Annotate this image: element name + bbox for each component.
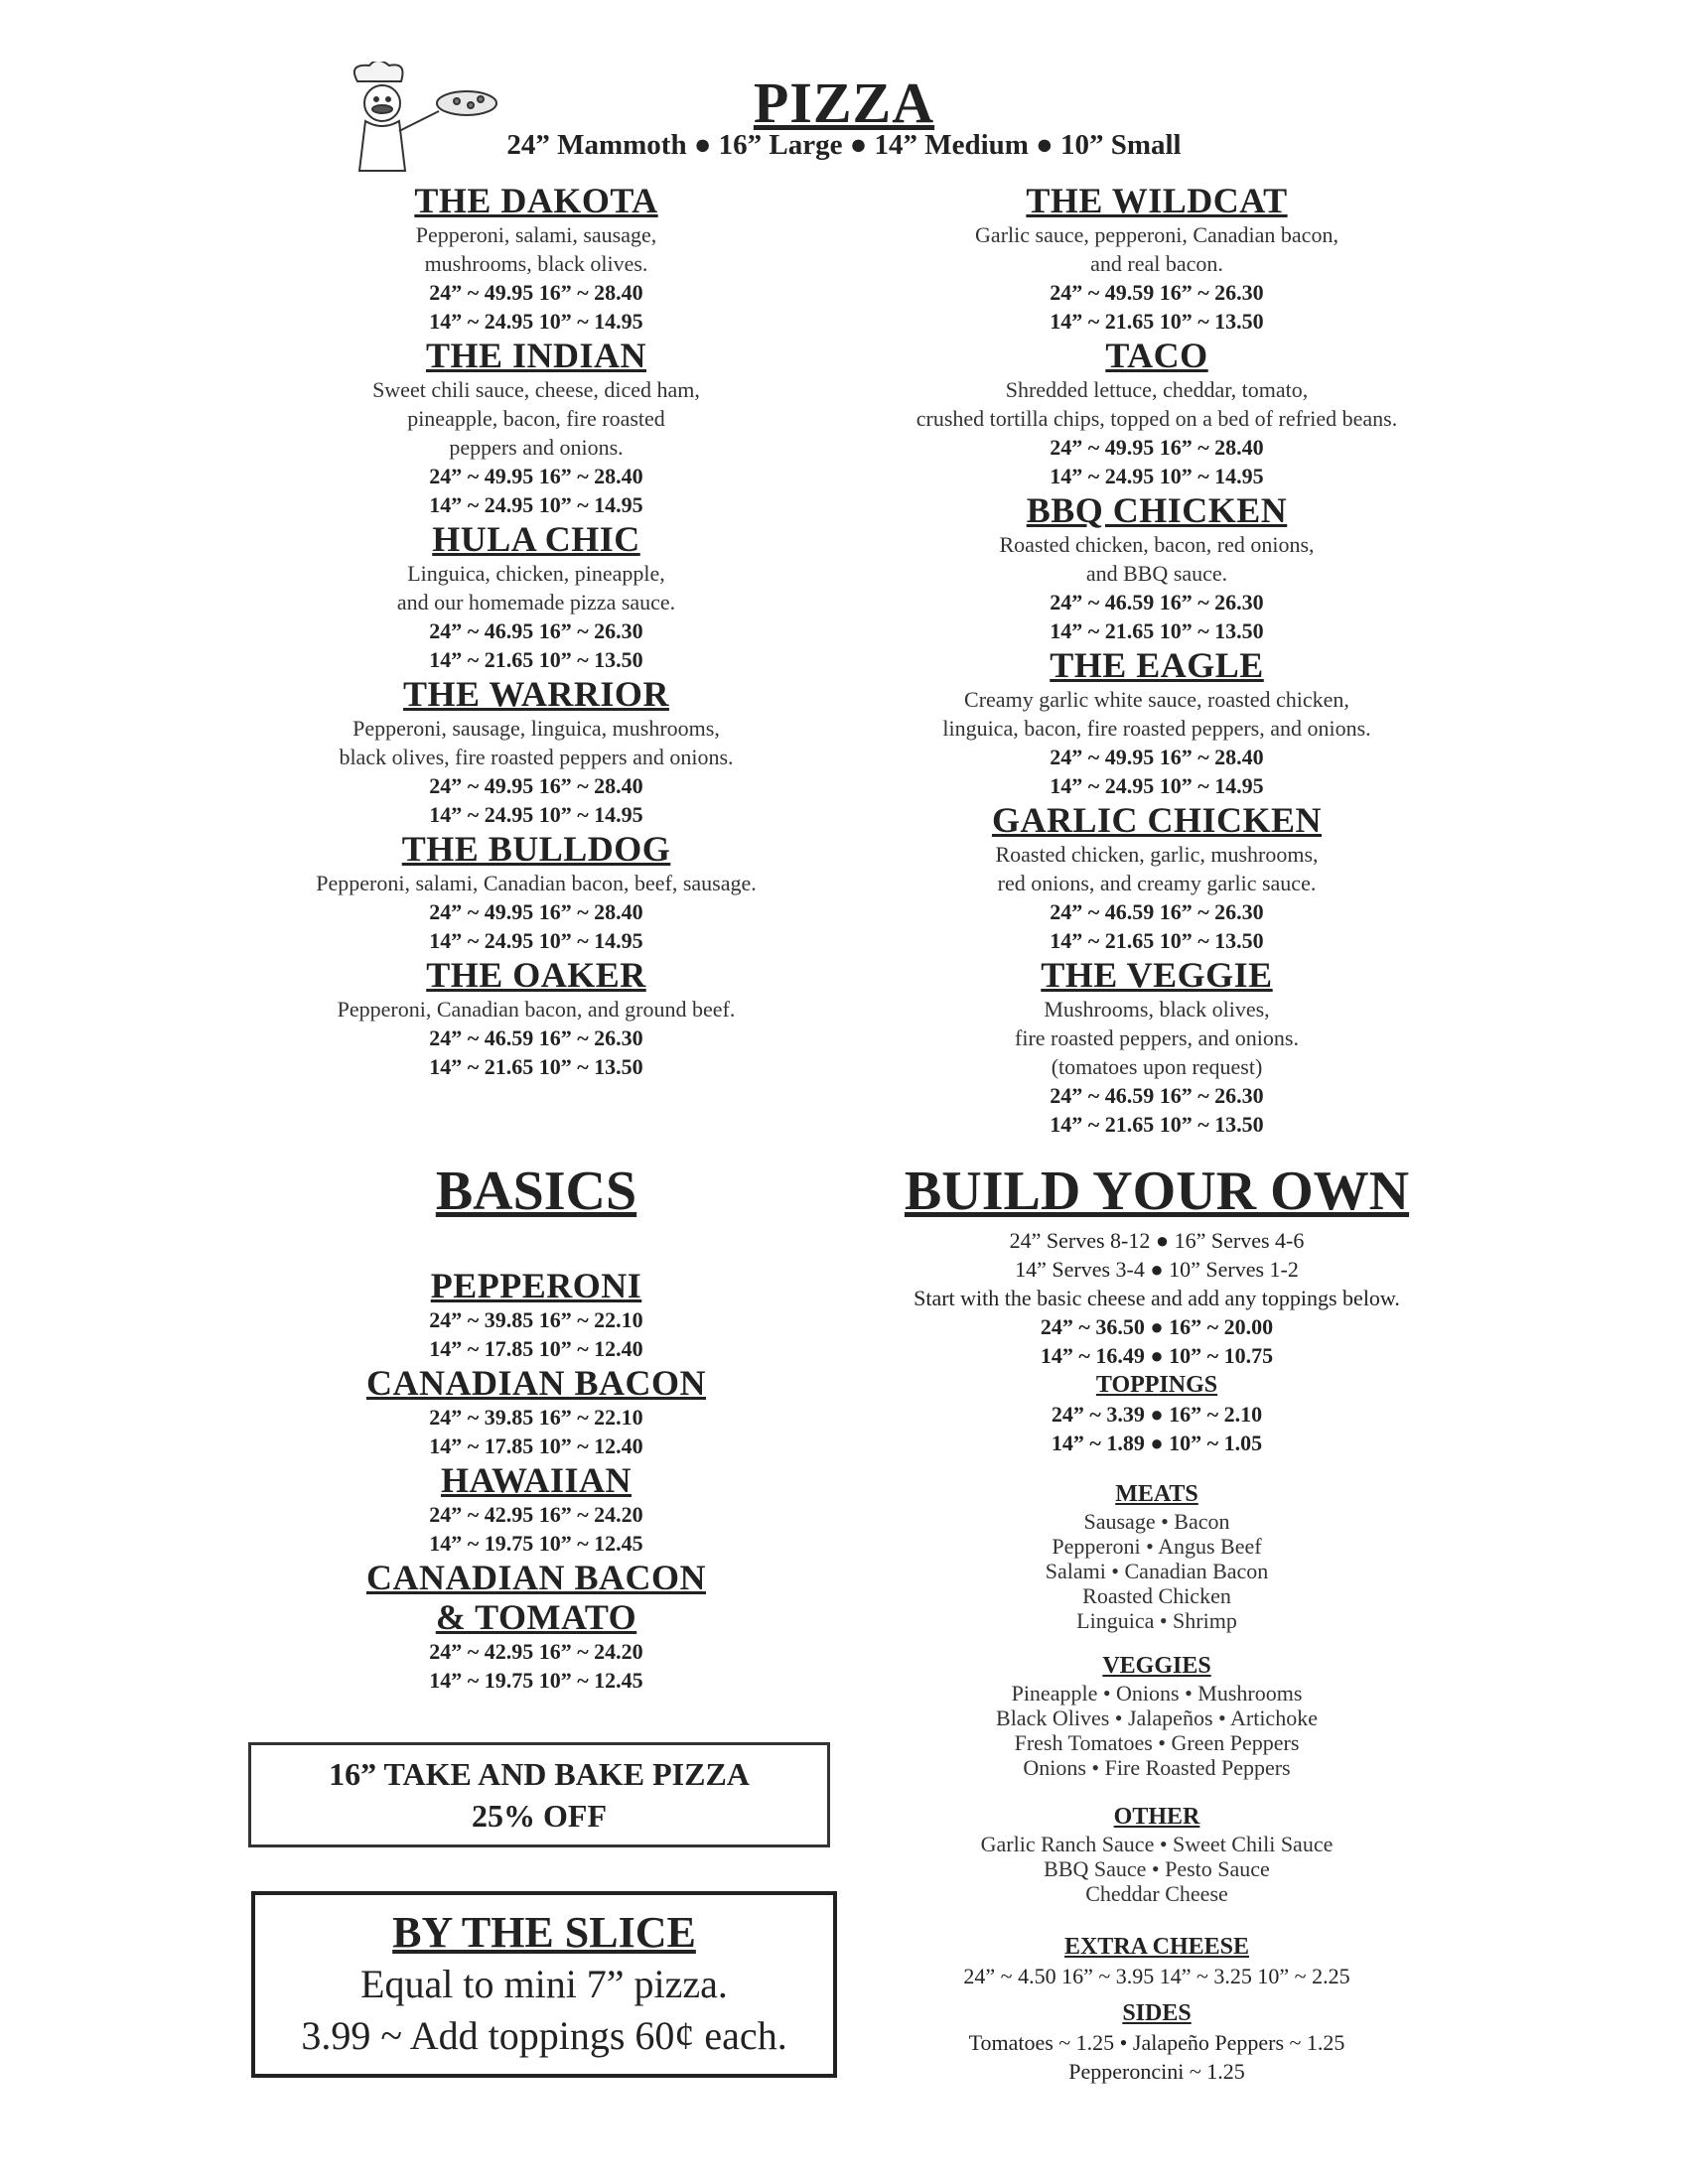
item-price: 14” ~ 21.65 10” ~ 13.50: [1050, 618, 1264, 643]
take-and-bake-box: [248, 1742, 830, 1847]
other-line: Garlic Ranch Sauce • Sweet Chili Sauce: [980, 1832, 1334, 1856]
basics-item-pepperoni: [258, 1266, 814, 1363]
item-desc: (tomatoes upon request): [1051, 1054, 1263, 1079]
item-name: CANADIAN BACON: [365, 1363, 706, 1403]
item-price: 24” ~ 39.85 16” ~ 22.10: [429, 1307, 643, 1332]
item-price: 14” ~ 24.95 10” ~ 14.95: [429, 309, 643, 334]
byo-price-line2: 14” ~ 16.49 ● 10” ~ 10.75: [1040, 1343, 1274, 1368]
meats-line: Sausage • Bacon: [1083, 1509, 1230, 1534]
take-and-bake-line2: 25% OFF: [472, 1798, 607, 1834]
left-menu-column: [238, 181, 834, 1081]
item-desc: and real bacon.: [1090, 251, 1223, 276]
item-price: 24” ~ 49.95 16” ~ 28.40: [1050, 435, 1264, 460]
menu-item-warrior: [238, 674, 834, 829]
menu-item-bbq-chicken: [849, 490, 1465, 645]
take-and-bake-line1: 16” TAKE AND BAKE PIZZA: [329, 1756, 750, 1792]
item-desc: Pepperoni, Canadian bacon, and ground beef.: [337, 997, 736, 1022]
meats-heading: MEATS: [1115, 1481, 1198, 1507]
item-desc: Shredded lettuce, cheddar, tomato,: [1005, 377, 1309, 402]
by-the-slice-title: BY THE SLICE: [392, 1908, 696, 1957]
menu-item-dakota: [238, 181, 834, 336]
item-desc: linguica, bacon, fire roasted peppers, and onions.: [942, 716, 1371, 741]
item-desc: Sweet chili sauce, cheese, diced ham,: [372, 377, 700, 402]
byo-intro: Start with the basic cheese and add any toppings below.: [914, 1286, 1400, 1310]
item-name: THE DAKOTA: [414, 181, 658, 220]
item-price: 14” ~ 24.95 10” ~ 14.95: [429, 928, 643, 953]
item-name: THE WILDCAT: [1026, 181, 1288, 220]
veggies-line: Black Olives • Jalapeños • Artichoke: [996, 1706, 1318, 1730]
item-price: 24” ~ 42.95 16” ~ 24.20: [429, 1502, 643, 1527]
basics-item-hawaiian: [258, 1460, 814, 1558]
by-the-slice-line2: 3.99 ~ Add toppings 60¢ each.: [301, 2013, 787, 2058]
basics-item-canadian-bacon: [258, 1363, 814, 1460]
meats-line: Roasted Chicken: [1082, 1583, 1231, 1608]
item-price: 24” ~ 49.95 16” ~ 28.40: [429, 464, 643, 488]
item-price: 24” ~ 49.95 16” ~ 28.40: [429, 773, 643, 798]
menu-item-oaker: [238, 955, 834, 1081]
item-name: BBQ CHICKEN: [1026, 490, 1288, 530]
toppings-price-line2: 14” ~ 1.89 ● 10” ~ 1.05: [1051, 1431, 1263, 1455]
basics-title: BASICS: [435, 1160, 637, 1222]
item-price: 24” ~ 42.95 16” ~ 24.20: [429, 1639, 643, 1664]
item-price: 14” ~ 19.75 10” ~ 12.45: [429, 1531, 643, 1556]
item-price: 14” ~ 17.85 10” ~ 12.40: [429, 1336, 643, 1361]
item-price: 14” ~ 24.95 10” ~ 14.95: [429, 802, 643, 827]
item-desc: crushed tortilla chips, topped on a bed of refried beans.: [915, 406, 1398, 431]
item-name: THE BULLDOG: [401, 829, 671, 869]
item-name: PEPPERONI: [430, 1266, 642, 1305]
item-name: THE VEGGIE: [1041, 955, 1273, 995]
item-price: 24” ~ 46.59 16” ~ 26.30: [429, 1025, 643, 1050]
item-price: 14” ~ 24.95 10” ~ 14.95: [429, 492, 643, 517]
item-price: 24” ~ 46.59 16” ~ 26.30: [1050, 1083, 1264, 1108]
item-desc: red onions, and creamy garlic sauce.: [997, 871, 1317, 895]
menu-item-hula-chic: [238, 519, 834, 674]
item-desc: Roasted chicken, garlic, mushrooms,: [995, 842, 1319, 867]
item-price: 14” ~ 21.65 10” ~ 13.50: [429, 647, 643, 672]
item-price: 14” ~ 24.95 10” ~ 14.95: [1050, 464, 1264, 488]
item-desc: Pepperoni, sausage, linguica, mushrooms,: [352, 716, 720, 741]
meats-line: Pepperoni • Angus Beef: [1052, 1534, 1262, 1559]
basics-item-canadian-bacon-tomato: [258, 1558, 814, 1695]
item-name: THE OAKER: [426, 955, 646, 995]
by-the-slice-box: [251, 1891, 837, 2078]
menu-item-veggie: [849, 955, 1465, 1139]
meats-line: Linguica • Shrimp: [1076, 1608, 1237, 1633]
byo-serves-line2: 14” Serves 3-4 ● 10” Serves 1-2: [1015, 1257, 1299, 1282]
toppings-heading: TOPPINGS: [1095, 1372, 1218, 1398]
sides-heading: SIDES: [1122, 2000, 1192, 2026]
item-name: CANADIAN BACON: [365, 1558, 706, 1597]
item-desc: Roasted chicken, bacon, red onions,: [999, 532, 1315, 557]
page-title: PIZZA: [753, 70, 935, 135]
veggies-line: Fresh Tomatoes • Green Peppers: [1014, 1730, 1300, 1755]
item-desc: Garlic sauce, pepperoni, Canadian bacon,: [975, 222, 1338, 247]
extra-cheese-prices: 24” ~ 4.50 16” ~ 3.95 14” ~ 3.25 10” ~ 2.25: [963, 1964, 1350, 1988]
item-desc: mushrooms, black olives.: [424, 251, 648, 276]
item-name: THE EAGLE: [1050, 645, 1264, 685]
item-name-line2: & TOMATO: [435, 1597, 637, 1637]
by-the-slice-line1: Equal to mini 7” pizza.: [360, 1962, 728, 2006]
item-name: HULA CHIC: [432, 519, 640, 559]
item-desc: Pepperoni, salami, sausage,: [415, 222, 657, 247]
other-line: Cheddar Cheese: [1085, 1881, 1228, 1906]
build-your-own-section: [849, 1157, 1465, 2086]
menu-item-wildcat: [849, 181, 1465, 336]
item-name: TACO: [1105, 336, 1208, 375]
item-desc: Mushrooms, black olives,: [1044, 997, 1270, 1022]
item-desc: and BBQ sauce.: [1085, 561, 1228, 586]
item-name: THE INDIAN: [425, 336, 647, 375]
size-legend: 24” Mammoth ● 16” Large ● 14” Medium ● 10” Small: [506, 129, 1182, 161]
veggies-line: Pineapple • Onions • Mushrooms: [1011, 1681, 1303, 1706]
menu-item-indian: [238, 336, 834, 519]
byo-price-line1: 24” ~ 36.50 ● 16” ~ 20.00: [1040, 1314, 1274, 1339]
veggies-line: Onions • Fire Roasted Peppers: [1023, 1755, 1291, 1780]
other-line: BBQ Sauce • Pesto Sauce: [1044, 1856, 1270, 1881]
item-price: 24” ~ 49.95 16” ~ 28.40: [429, 280, 643, 305]
menu-item-garlic-chicken: [849, 800, 1465, 955]
meats-line: Salami • Canadian Bacon: [1045, 1559, 1269, 1583]
item-desc: fire roasted peppers, and onions.: [1015, 1025, 1299, 1050]
item-desc: peppers and onions.: [449, 435, 624, 460]
extra-cheese-heading: EXTRA CHEESE: [1063, 1934, 1250, 1960]
sides-line: Pepperoncini ~ 1.25: [1068, 2059, 1245, 2084]
item-price: 14” ~ 21.65 10” ~ 13.50: [1050, 309, 1264, 334]
item-desc: black olives, fire roasted peppers and onions.: [339, 745, 734, 769]
item-desc: pineapple, bacon, fire roasted: [407, 406, 665, 431]
item-price: 14” ~ 17.85 10” ~ 12.40: [429, 1433, 643, 1458]
sides-line: Tomatoes ~ 1.25 • Jalapeño Peppers ~ 1.25: [968, 2030, 1345, 2055]
byo-title: BUILD YOUR OWN: [904, 1160, 1410, 1222]
item-desc: Creamy garlic white sauce, roasted chicken,: [964, 687, 1349, 712]
item-desc: and our homemade pizza sauce.: [396, 590, 676, 614]
item-price: 24” ~ 46.59 16” ~ 26.30: [1050, 899, 1264, 924]
item-desc: Pepperoni, salami, Canadian bacon, beef, sausage.: [316, 871, 757, 895]
item-desc: Linguica, chicken, pineapple,: [407, 561, 665, 586]
item-price: 24” ~ 49.95 16” ~ 28.40: [429, 899, 643, 924]
toppings-price-line1: 24” ~ 3.39 ● 16” ~ 2.10: [1051, 1402, 1263, 1427]
item-price: 24” ~ 49.95 16” ~ 28.40: [1050, 745, 1264, 769]
item-price: 14” ~ 21.65 10” ~ 13.50: [1050, 928, 1264, 953]
veggies-heading: VEGGIES: [1102, 1653, 1211, 1679]
basics-section: [258, 1157, 814, 1695]
item-price: 14” ~ 19.75 10” ~ 12.45: [429, 1668, 643, 1693]
item-price: 14” ~ 21.65 10” ~ 13.50: [1050, 1112, 1264, 1137]
item-price: 24” ~ 39.85 16” ~ 22.10: [429, 1405, 643, 1430]
menu-item-taco: [849, 336, 1465, 490]
item-name: GARLIC CHICKEN: [991, 800, 1323, 840]
menu-item-eagle: [849, 645, 1465, 800]
item-price: 24” ~ 46.95 16” ~ 26.30: [429, 618, 643, 643]
item-price: 14” ~ 21.65 10” ~ 13.50: [429, 1054, 643, 1079]
item-name: THE WARRIOR: [403, 674, 669, 714]
menu-item-bulldog: [238, 829, 834, 955]
item-price: 14” ~ 24.95 10” ~ 14.95: [1050, 773, 1264, 798]
byo-serves-line1: 24” Serves 8-12 ● 16” Serves 4-6: [1009, 1228, 1305, 1253]
item-price: 24” ~ 46.59 16” ~ 26.30: [1050, 590, 1264, 614]
other-heading: OTHER: [1113, 1804, 1200, 1830]
item-price: 24” ~ 49.59 16” ~ 26.30: [1050, 280, 1264, 305]
item-name: HAWAIIAN: [440, 1460, 633, 1500]
right-menu-column: [849, 181, 1465, 1139]
